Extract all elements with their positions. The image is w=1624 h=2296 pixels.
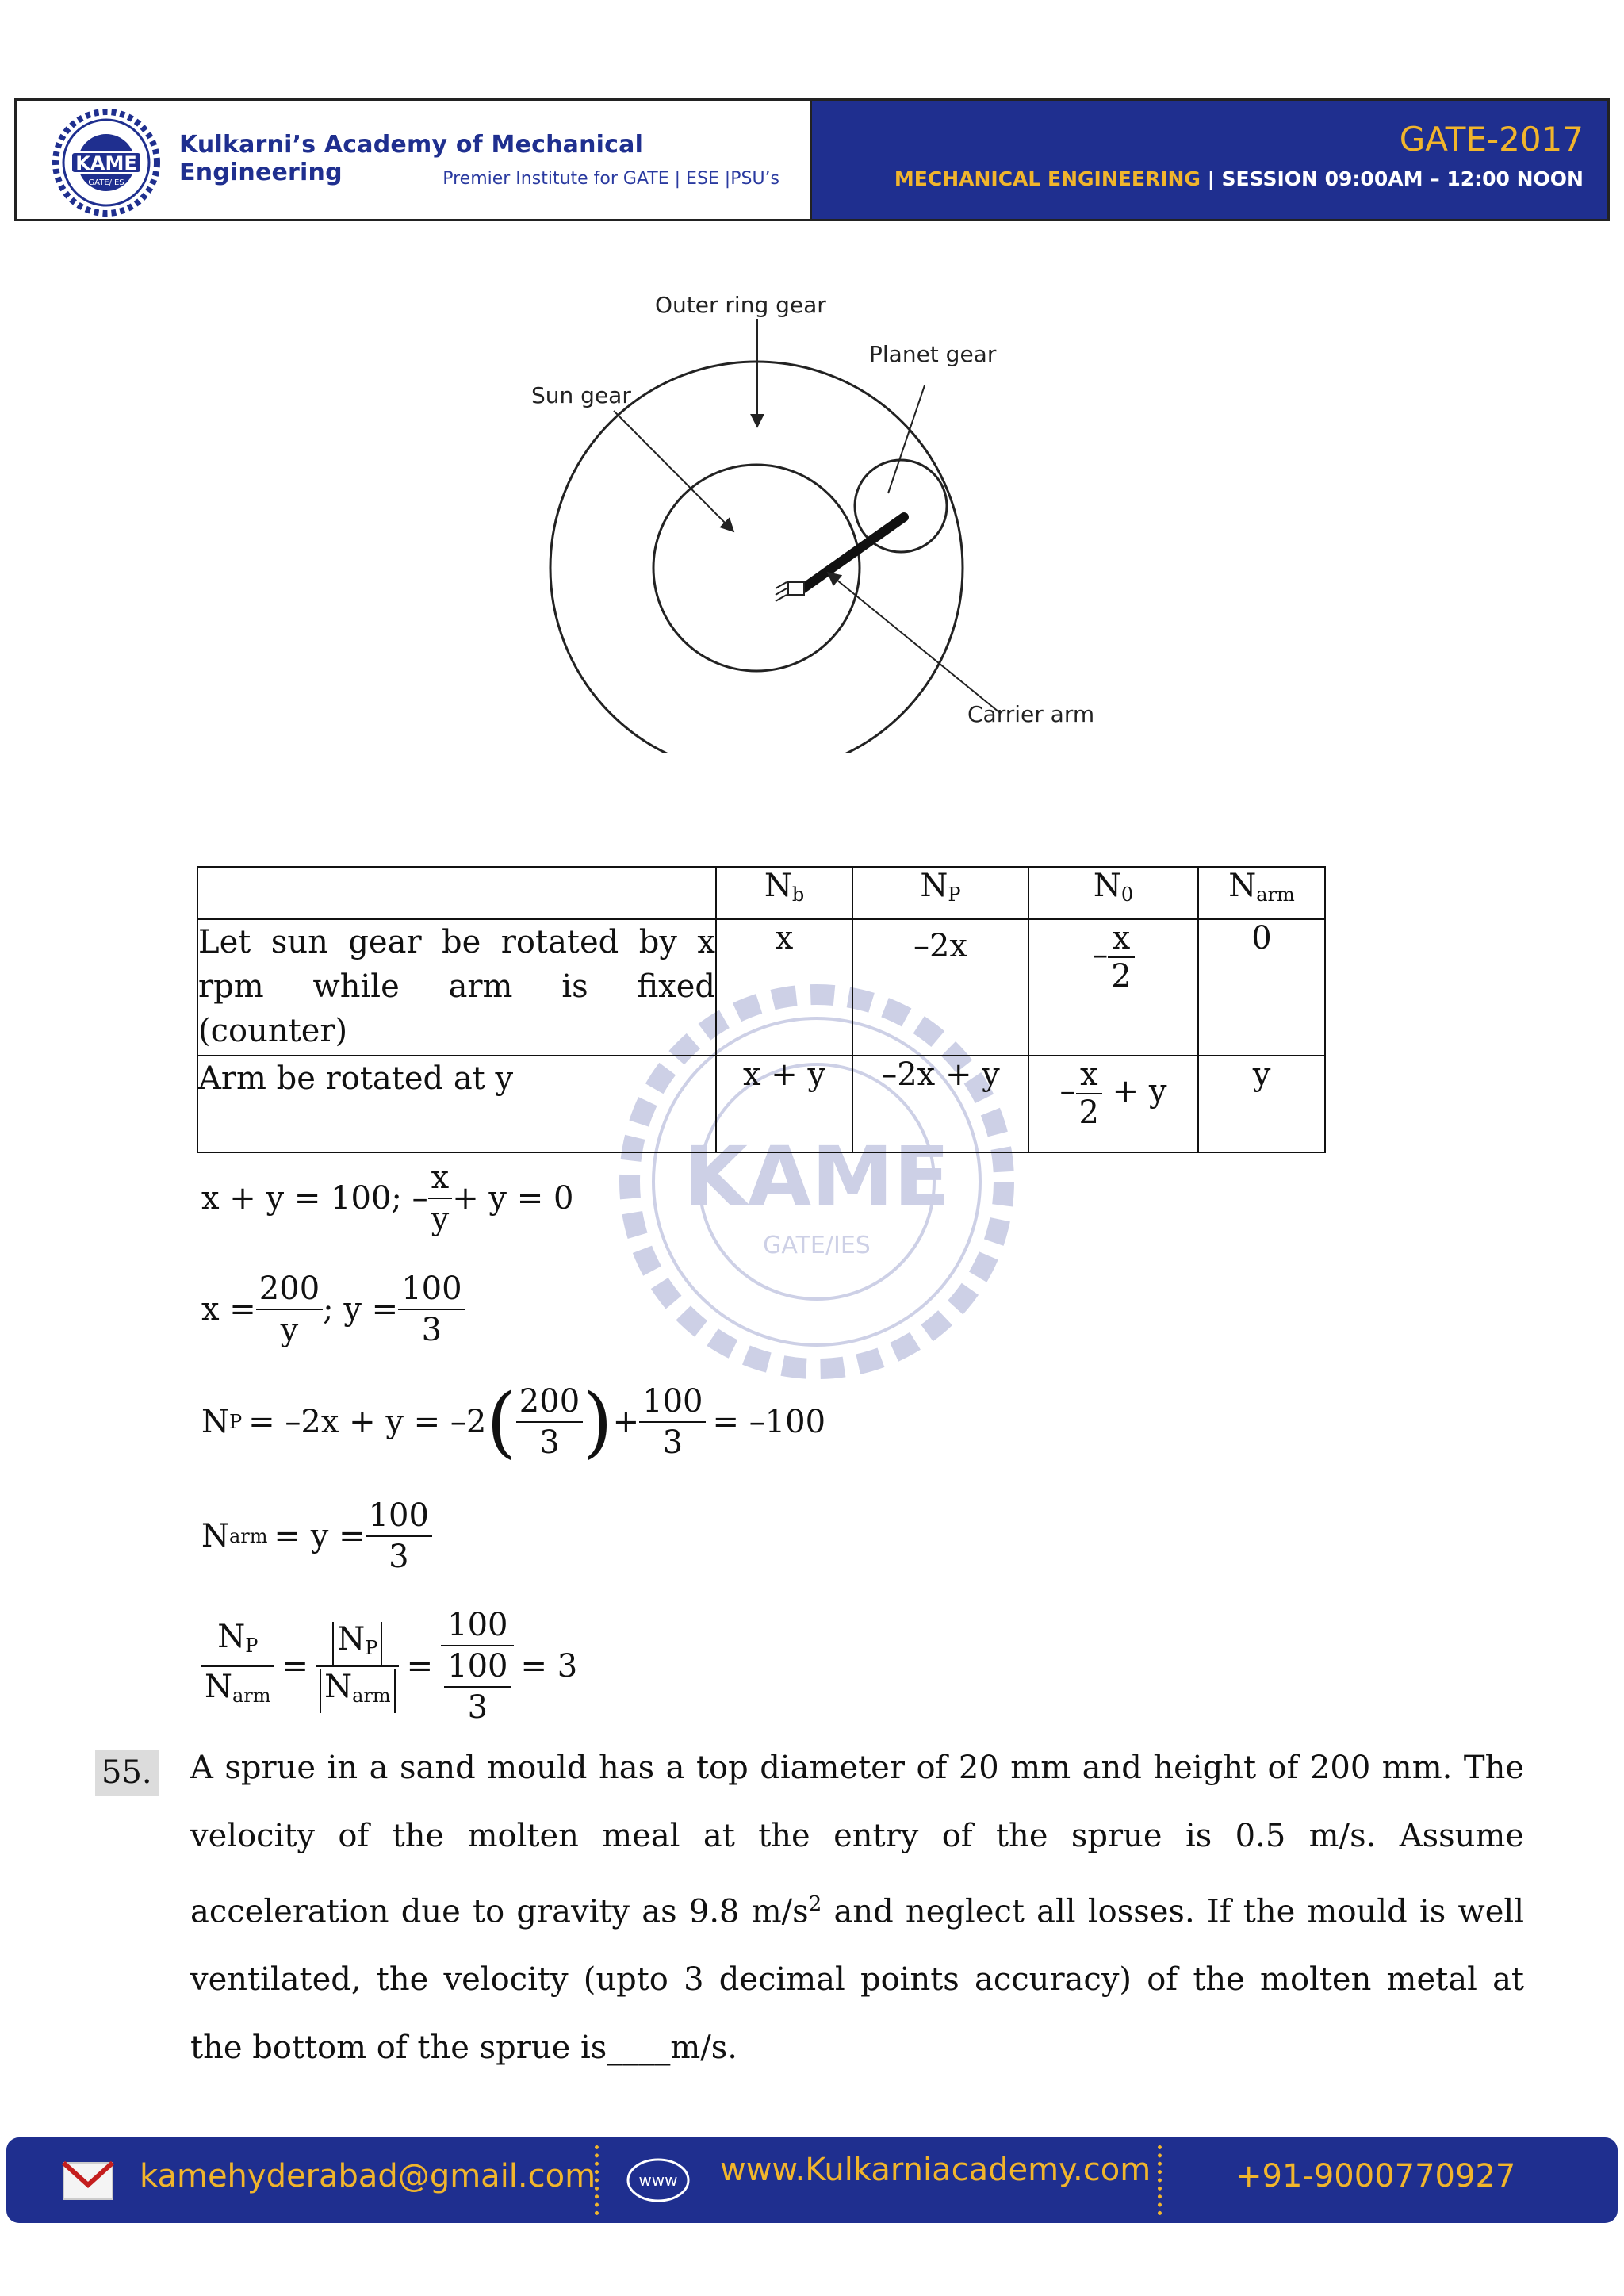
equation-2: x = $\frac{200}{y}$ ; y = $\frac{100}{3}$ [201, 1269, 465, 1350]
label-carrier: Carrier arm [967, 701, 1095, 727]
equation-4: N arm = y = $\frac{100}{3}$ [201, 1496, 432, 1577]
exam-branch: MECHANICAL ENGINEERING [894, 167, 1201, 190]
question-text: A sprue in a sand mould has a top diameter of 20 mm and height of 200 mm. The velocity of the molten meal at the entry of the sprue is 0.5 m/s. Assume acceleration due to gravity as 9.8 $m/s^2$ and neglect all losses. If the mould is well ventilated, the velocity (upto 3 decimal points accuracy) of the molten metal at the bottom of the sprue is____m/s. [190, 1750, 1524, 2067]
header-right-panel [812, 101, 1607, 219]
page-header [14, 98, 1610, 221]
table-cell-frac: – $\frac{x}{2}$ [1028, 919, 1198, 1056]
table-cell-desc: Let sun gear be rotated by x rpm while arm is fixed (counter) [197, 919, 716, 1056]
table-header-row [197, 867, 1325, 919]
kame-logo [36, 109, 177, 217]
footer-divider [595, 2145, 599, 2215]
pivot-hatch [776, 582, 787, 601]
www-icon [625, 2156, 691, 2204]
watermark-sub: GATE/IES [763, 1232, 871, 1259]
table-cell: –2x + y [852, 1056, 1028, 1152]
table-cell: 0 [1198, 919, 1325, 1056]
arm-pivot [788, 582, 804, 595]
logo-sub: GATE/IES [88, 178, 124, 187]
question-number: 55. [95, 1750, 159, 1796]
table-row [197, 1056, 1325, 1152]
table-header-cell: $N_{arm}$ [1198, 867, 1325, 919]
label-planet: Planet gear [869, 341, 997, 367]
table-header-cell: $N_0$ [1028, 867, 1198, 919]
watermark-text: KAME [684, 1129, 950, 1225]
header-left-panel [17, 101, 812, 219]
answer-blank: ____ [607, 2030, 671, 2067]
page-footer [6, 2137, 1618, 2223]
table-cell: x [716, 919, 852, 1056]
planetary-gear-diagram [476, 278, 1126, 753]
equation-3: N P = –2x + y = –2 ( $\frac{200}{3}$ ) + $\frac{100}{3}$ = –100 [201, 1378, 826, 1466]
academy-name: Kulkarni’s Academy of Mechanical Engineering [179, 131, 644, 186]
exam-title: GATE-2017 [1399, 120, 1584, 159]
table-cell: x + y [716, 1056, 852, 1152]
sun-pointer [614, 411, 733, 531]
footer-divider [1158, 2145, 1162, 2215]
carrier-pointer [828, 573, 999, 712]
table-header-cell: $N_P$ [852, 867, 1028, 919]
table-header-empty [197, 867, 716, 919]
table-cell: y [1198, 1056, 1325, 1152]
exam-session-time: | SESSION 09:00AM – 12:00 NOON [1207, 167, 1584, 190]
table-cell: –2x [852, 919, 1028, 1056]
footer-phone[interactable]: +91-9000770927 [1235, 2158, 1516, 2194]
table-cell-frac: – $\frac{x}{2}$ + y [1028, 1056, 1198, 1152]
table-row [197, 919, 1325, 1056]
speed-ratio-table [197, 866, 1326, 1153]
academy-tagline: Premier Institute for GATE | ESE |PSU’s [442, 169, 779, 189]
exam-session [894, 167, 1584, 190]
svg-text:www: www [638, 2171, 678, 2190]
label-outer-ring: Outer ring gear [655, 292, 826, 318]
mail-icon [60, 2155, 116, 2206]
equation-1: x + y = 100; – $\frac{x}{y}$ + y = 0 [201, 1159, 574, 1237]
logo-text: KAME [75, 152, 137, 174]
label-sun: Sun gear [531, 382, 631, 408]
footer-website[interactable]: www.Kulkarniacademy.com [720, 2152, 1151, 2188]
footer-email[interactable]: kamehyderabad@gmail.com [140, 2158, 596, 2194]
equation-5: $\frac{N_P}{N_{arm}}$ = $\frac{N_P}{N_{arm}}$ = $\frac{100}{\frac{100}{3}}$ = 3 [201, 1605, 577, 1727]
table-header-cell: $N_b$ [716, 867, 852, 919]
table-cell-desc: Arm be rotated at y [197, 1056, 716, 1152]
